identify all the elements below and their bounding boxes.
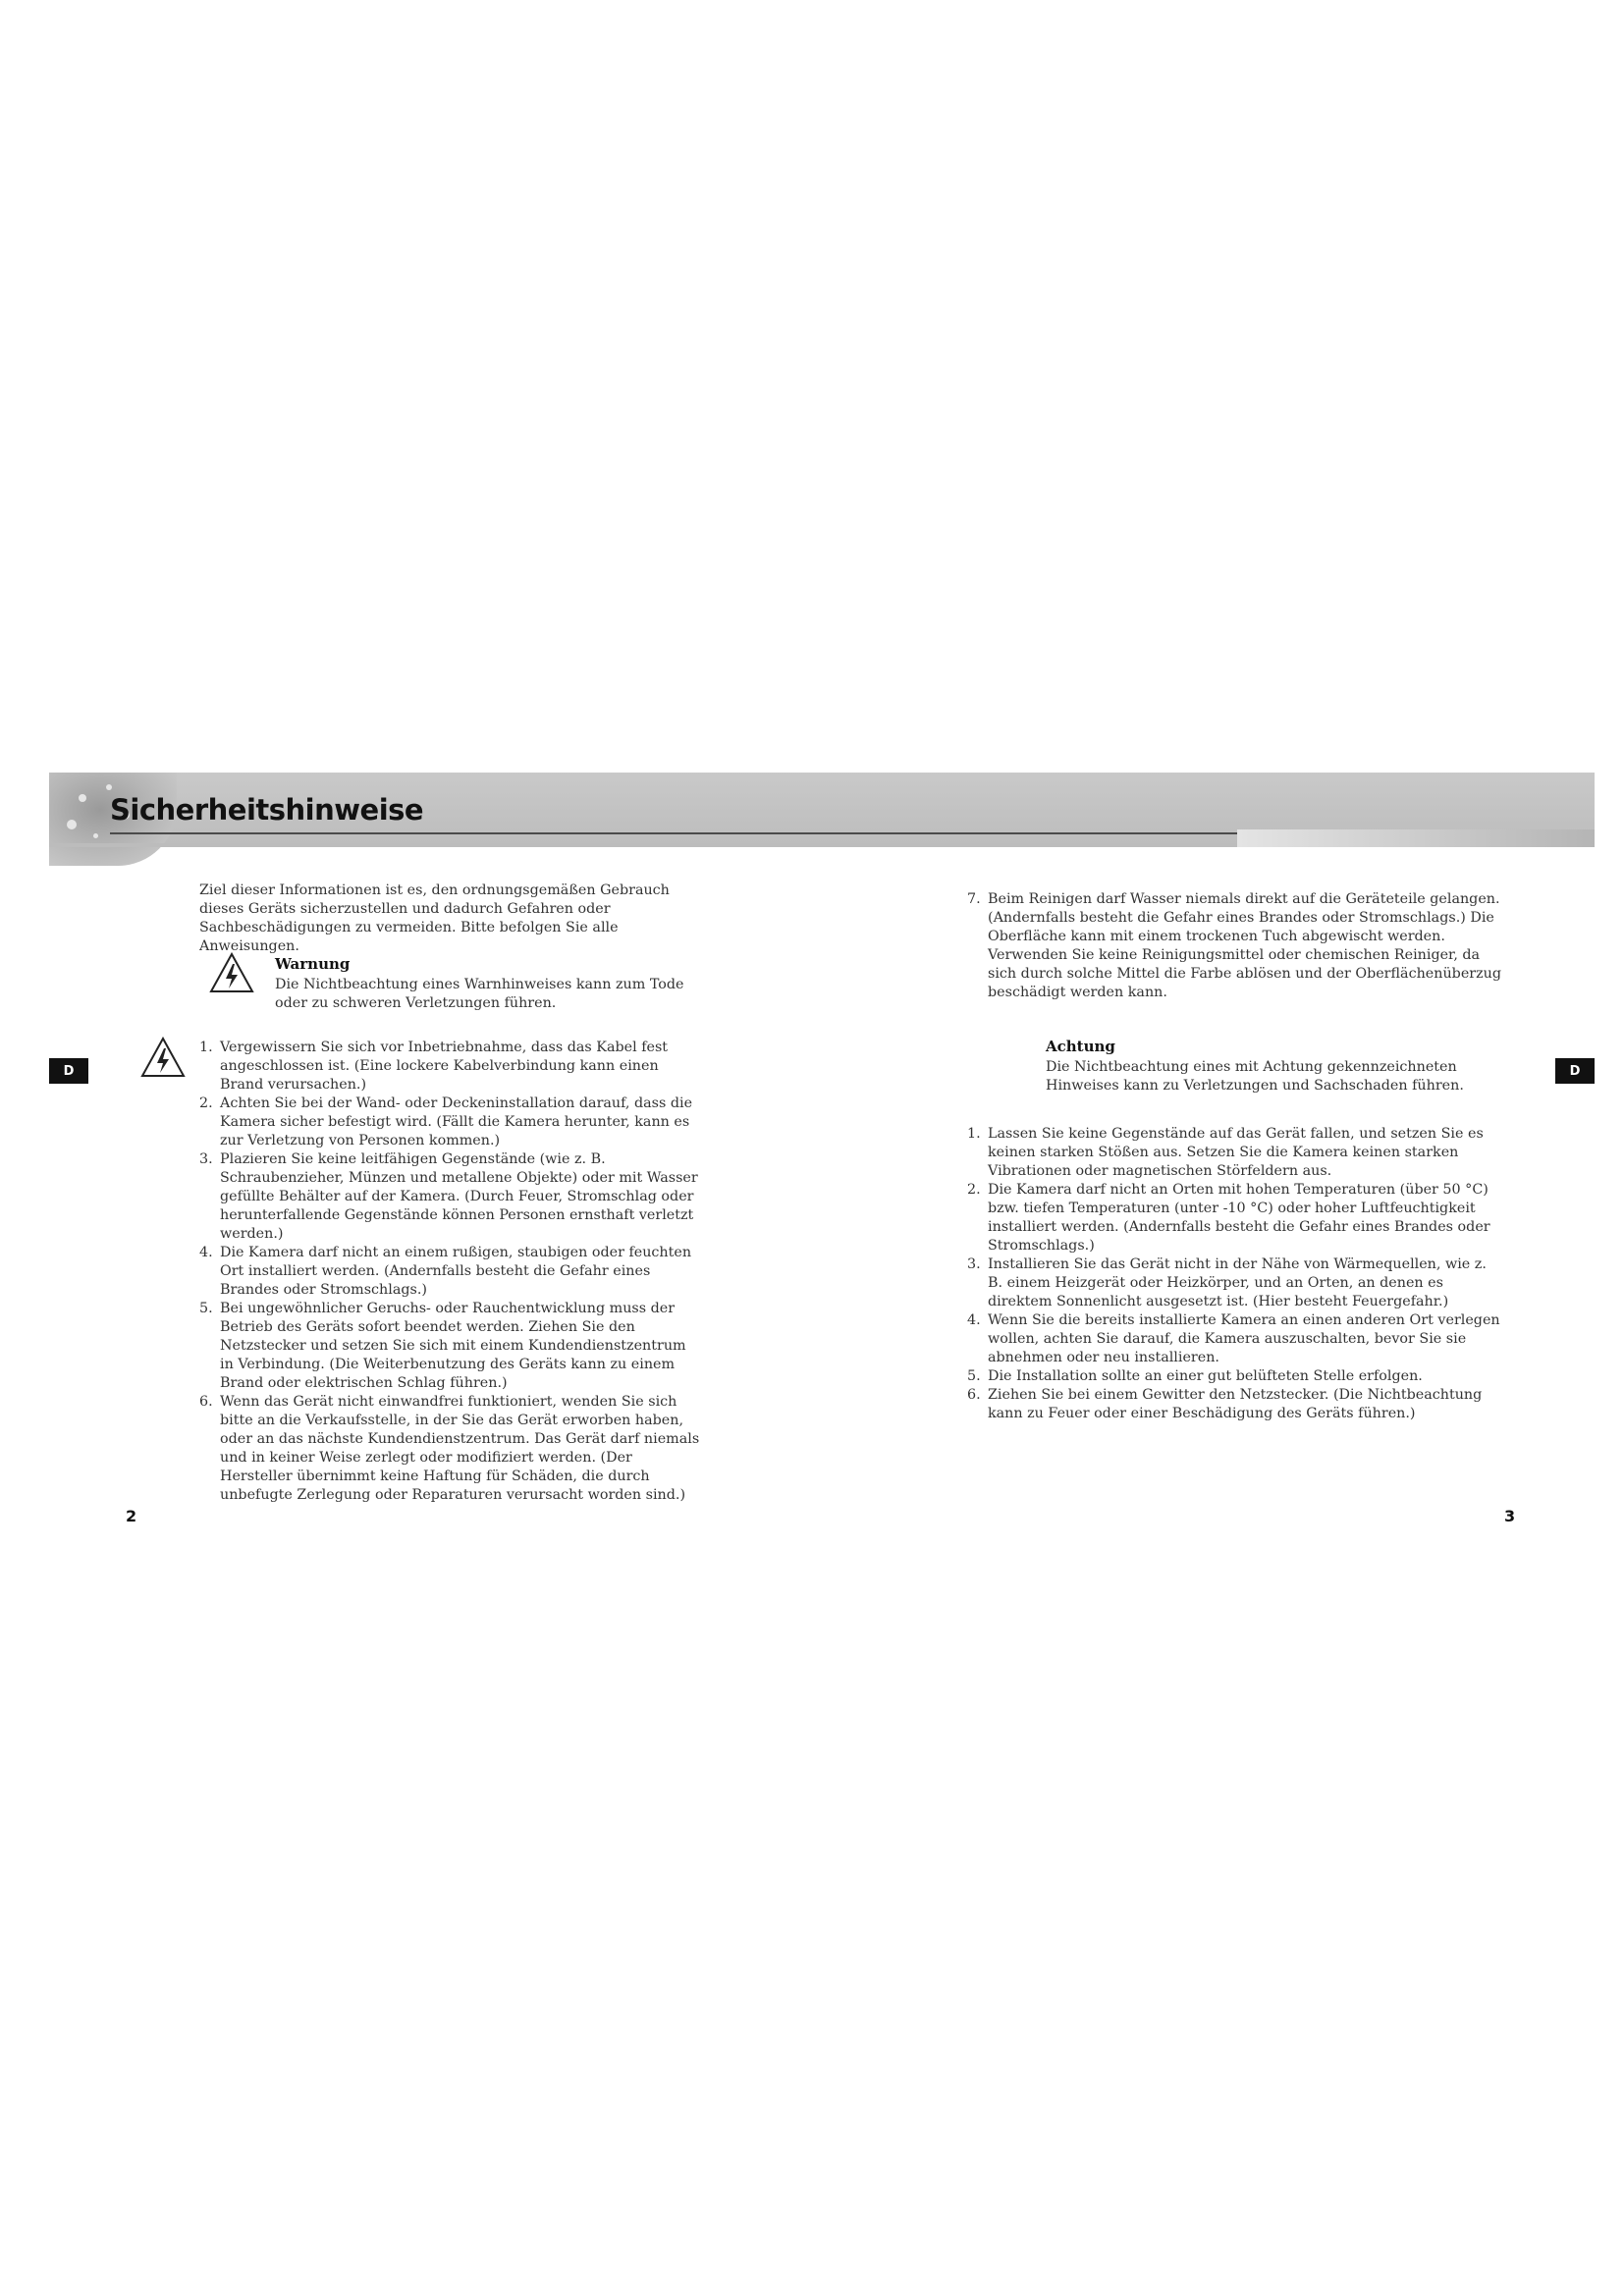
list-item: 1. Lassen Sie keine Gegenstände auf das Gerät fallen, und setzen Sie es keinen starken Stößen aus. Setzen Sie die Kamera keinen starken Vibrationen oder magnetischen Störfeldern aus. [967, 1126, 1484, 1179]
warning-list [199, 1039, 700, 1505]
language-tab-right: D [1555, 1058, 1595, 1084]
list-item: 3. Installieren Sie das Gerät nicht in der Nähe von Wärmequellen, wie z. B. einem Heizgerät oder Heizkörper, und an Orten, an denen es direktem Sonnenlicht ausgesetzt ist. (Hier besteht Feuergefahr.) [967, 1256, 1487, 1309]
list-item: 2. Die Kamera darf nicht an Orten mit hohen Temperaturen (über 50 °C) bzw. tiefen Temperaturen (unter -10 °C) oder hoher Luftfeuchtigkeit installiert werden. (Andernfalls besteht die Gefahr eines Brandes oder Stromschlags.) [967, 1182, 1490, 1254]
list-item: 5. Die Installation sollte an einer gut belüfteten Stelle erfolgen. [967, 1368, 1423, 1384]
caution-list [967, 1125, 1502, 1423]
lightning-warning-icon [209, 952, 254, 993]
sub-band-left [49, 843, 1237, 847]
lightning-warning-icon [140, 1037, 186, 1078]
page-number-left: 2 [126, 1507, 137, 1525]
warning-title: Warnung [275, 955, 351, 973]
list-item: 6. Ziehen Sie bei einem Gewitter den Netzstecker. (Die Nichtbeachtung kann zu Feuer oder einer Beschädigung des Geräts führen.) [967, 1387, 1483, 1421]
warning-text: Die Nichtbeachtung eines Warnhinweises kann zum Tode oder zu schweren Verletzungen führen. [275, 977, 684, 1011]
caution-text: Die Nichtbeachtung eines mit Achtung gekennzeichneten Hinweises kann zu Verletzungen und Sachschaden führen. [1046, 1059, 1464, 1094]
list-item: 7. Beim Reinigen darf Wasser niemals direkt auf die Geräteteile gelangen. (Andernfalls besteht die Gefahr eines Brandes oder Stromschlags.) Die Oberfläche kann mit einem trockenen Tuch abgewischt werden. Verwenden Sie keine Reinigungsmittel oder chemischen Reiniger, da sich durch solche Mittel die Farbe ablösen und der Oberflächenüberzug beschädigt werden kann. [967, 891, 1502, 1000]
list-item: 5. Bei ungewöhnlicher Geruchs- oder Rauchentwicklung muss der Betrieb des Geräts sofort beendet werden. Ziehen Sie den Netzstecker und setzen Sie sich mit einem Kundendienstzentrum in Verbindung. (Die Weiterbenutzung des Geräts kann zu einem Brand oder elektrischen Schlag führen.) [199, 1301, 686, 1391]
page-number-right: 3 [1504, 1507, 1516, 1525]
warning-list-continued [967, 890, 1502, 1002]
list-item: 6. Wenn das Gerät nicht einwandfrei funktioniert, wenden Sie sich bitte an die Verkaufsstelle, in der Sie das Gerät erworben haben, oder an das nächste Kundendienstzentrum. Das Gerät darf niemals und in keiner Weise zerlegt oder modifiziert werden. (Der Hersteller übernimmt keine Haftung für Schäden, die durch unbefugte Zerlegung oder Reparaturen verursacht worden sind.) [199, 1394, 700, 1503]
title-underline [110, 832, 1298, 834]
intro-paragraph: Ziel dieser Informationen ist es, den ordnungsgemäßen Gebrauch dieses Geräts sicherzustellen und dadurch Gefahren oder Sachbeschädigungen zu vermeiden. Bitte befolgen Sie alle Anweisungen. [199, 882, 670, 954]
page-title: Sicherheitshinweise [110, 793, 424, 827]
list-item: 4. Wenn Sie die bereits installierte Kamera an einen anderen Ort verlegen wollen, achten Sie darauf, die Kamera auszuschalten, bevor Sie sie abnehmen oder neu installieren. [967, 1312, 1500, 1365]
list-item: 2. Achten Sie bei der Wand- oder Deckeninstallation darauf, dass die Kamera sicher befestigt wird. (Fällt die Kamera herunter, kann es zur Verletzung von Personen kommen.) [199, 1095, 693, 1148]
language-tab-left: D [49, 1058, 88, 1084]
list-item: 4. Die Kamera darf nicht an einem rußigen, staubigen oder feuchten Ort installiert werden. (Andernfalls besteht die Gefahr eines Brandes oder Stromschlags.) [199, 1245, 692, 1298]
list-item: 1. Vergewissern Sie sich vor Inbetriebnahme, dass das Kabel fest angeschlossen ist. (Eine lockere Kabelverbindung kann einen Brand verursachen.) [199, 1040, 669, 1093]
caution-title: Achtung [1046, 1038, 1115, 1055]
list-item: 3. Plazieren Sie keine leitfähigen Gegenstände (wie z. B. Schraubenzieher, Münzen und metallene Objekte) oder mit Wasser gefüllte Behälter auf der Kamera. (Durch Feuer, Stromschlag oder herunterfallende Gegenstände können Personen ernsthaft verletzt werden.) [199, 1151, 698, 1242]
sub-band-right [1237, 829, 1595, 847]
